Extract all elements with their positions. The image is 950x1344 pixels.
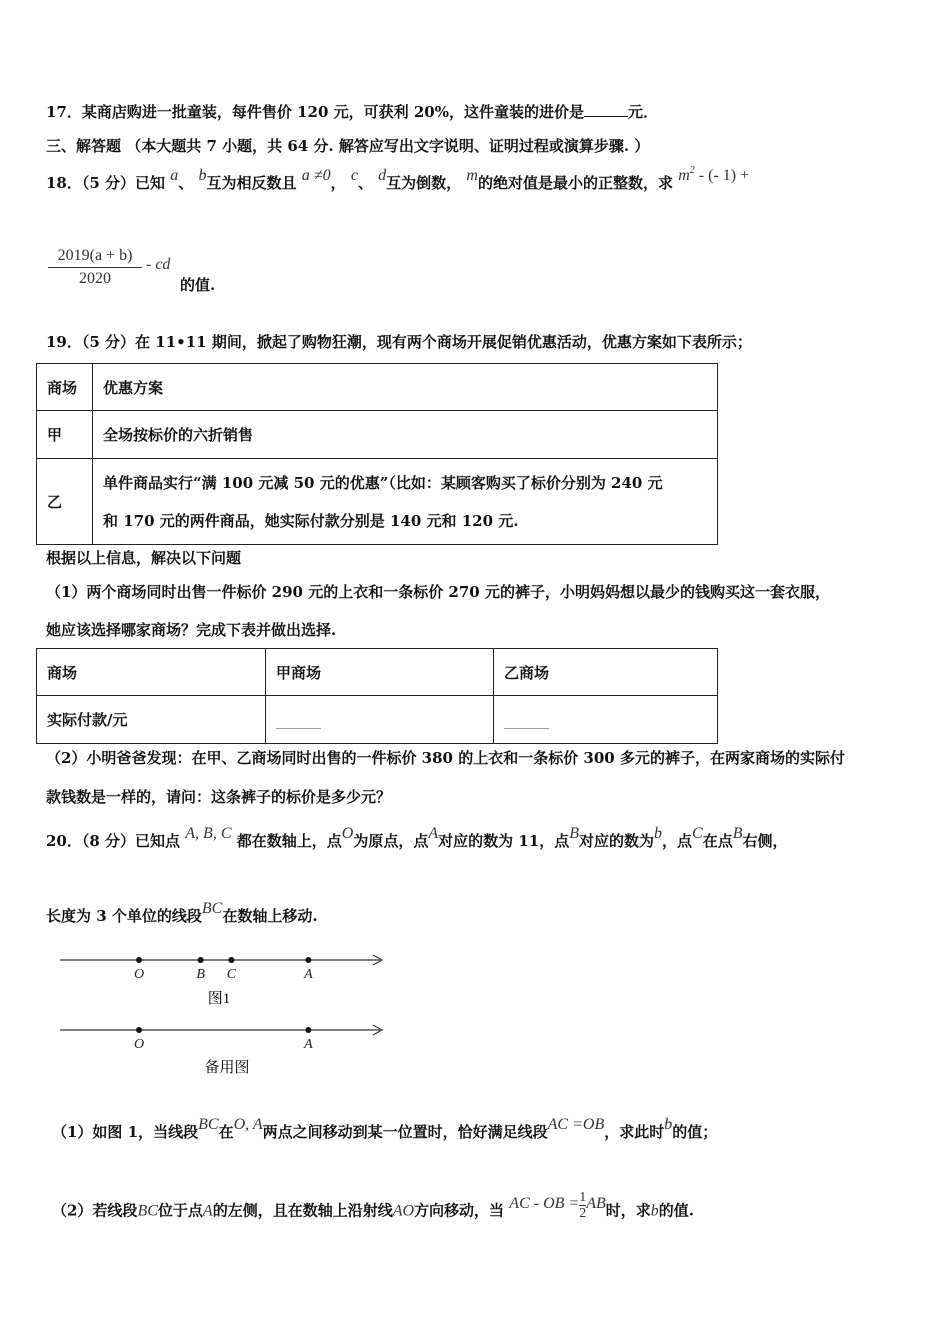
q20-part2 [52, 1190, 694, 1227]
payment-table [36, 648, 718, 744]
point-label-a: A [304, 1037, 313, 1052]
point-label-a: A [304, 967, 313, 982]
table-header-cell: 乙商场 [494, 649, 718, 696]
point-c: C [692, 825, 703, 842]
table-header-row [37, 364, 718, 411]
segment-bc: BC [198, 1116, 219, 1133]
var-m: m [678, 167, 690, 184]
q20-text: 方向移动，当 [414, 1201, 505, 1220]
equation-right: AB [586, 1194, 606, 1212]
fraction-denominator: 2020 [79, 270, 111, 287]
points-oa: O, A [233, 1116, 263, 1133]
point-label-o: O [133, 1037, 145, 1052]
q18-text: 的绝对值是最小的正整数，求 [477, 174, 673, 192]
fraction-2019 [48, 247, 142, 288]
q20-text: 右侧， [742, 832, 788, 850]
q18-expr2 [146, 256, 171, 283]
point-a: A [202, 1202, 213, 1220]
axis-points [134, 957, 313, 982]
answer-blank: ______ [494, 696, 718, 744]
table-cell-store: 乙 [37, 459, 93, 545]
table-header-cell: 甲商场 [266, 649, 494, 696]
q18-sep: 、 [178, 174, 194, 192]
point-marker-o [136, 1027, 142, 1033]
table-header-cell: 优惠方案 [93, 364, 718, 411]
point-marker-a [305, 957, 311, 963]
q18-sep: 、 [357, 174, 373, 192]
segment-bc: BC [137, 1202, 158, 1220]
q20-text: 在 [218, 1123, 234, 1141]
answer-blank: ______ [266, 696, 494, 744]
axis-points [134, 1027, 313, 1052]
q20-text: ，点 [662, 832, 693, 850]
segment-bc: BC [201, 900, 223, 917]
cond-a-nonzero: a ≠0 [301, 167, 331, 184]
var-d: d [378, 167, 387, 184]
fraction-denominator: 2 [579, 1206, 587, 1221]
point-b: B [569, 825, 579, 842]
q19-part2-line1: （2）小明爸爸发现：在甲、乙商场同时出售的一件标价 380 的上衣和一条标价 300 多元的裤子，在两家商场的实际付 [46, 749, 845, 767]
q20-line2 [46, 900, 318, 927]
q18-sep: ， [330, 174, 346, 192]
points-abc: A, B, C [185, 825, 232, 842]
point-o: O [341, 825, 354, 842]
q20-text: 为原点，点 [353, 832, 429, 850]
q20-part1 [52, 1116, 718, 1143]
q19-part2-line2: 款钱数是一样的，请问：这条裤子的标价是多少元？ [46, 788, 392, 806]
q20-text: 都在数轴上，点 [236, 832, 342, 850]
table-row-label: 实际付款/元 [37, 696, 266, 744]
expr-minus-cd: - cd [146, 256, 171, 273]
q18-lead: 18．（5 分）已知 [46, 174, 166, 192]
point-label-b: B [196, 967, 205, 982]
fraction-numerator: 1 [579, 1190, 587, 1205]
point-label-o: O [133, 967, 145, 982]
var-b: b [650, 1202, 659, 1220]
var-c: c [350, 167, 358, 184]
point-marker-o [136, 957, 142, 963]
question-19-intro: 19．（5 分）在 11•11 期间，掀起了购物狂潮，现有两个商场开展促销优惠活动，优惠方案如下表所示； [46, 333, 752, 351]
figure-caption: 备用图 [204, 1060, 250, 1076]
exponent: 2 [689, 165, 695, 176]
q20-text: （2）若线段 [52, 1201, 138, 1220]
q20-text: 的值. [658, 1201, 694, 1220]
q20-text: 的左侧，且在数轴上沿射线 [212, 1201, 393, 1220]
table-cell-plan [93, 459, 718, 545]
equation-ac-ob: AC =OB [547, 1116, 605, 1133]
q20-text: 位于点 [157, 1201, 203, 1220]
answer-blank [584, 102, 628, 117]
var-b: b [198, 167, 207, 184]
discount-table [36, 363, 718, 545]
q20-text: ，求此时 [604, 1123, 665, 1141]
table-cell-plan: 全场按标价的六折销售 [93, 411, 718, 459]
expr-m-squared [678, 167, 749, 184]
table-row [37, 696, 718, 744]
expr-tail: - (- 1) + [694, 167, 750, 184]
q19-part1-line2: 她应该选择哪家商场？完成下表并做出选择. [46, 621, 337, 639]
q19-part1-line1: （1）两个商场同时出售一件标价 290 元的上衣和一条标价 270 元的裤子，小明妈妈想以最少的钱购买这一套衣服， [46, 583, 830, 601]
q20-text: 两点之间移动到某一位置时，恰好满足线段 [262, 1123, 548, 1141]
fraction-numerator: 2019(a + b) [48, 247, 142, 268]
var-b: b [664, 1116, 673, 1133]
var-m: m [466, 167, 478, 184]
var-a: a [170, 167, 179, 184]
q18-text: 互为倒数， [386, 174, 462, 192]
table-header-row [37, 649, 718, 696]
table-header-cell: 商场 [37, 649, 266, 696]
point-marker-b [198, 957, 204, 963]
q20-text: 对应的数为 [579, 832, 655, 850]
q20-text: 对应的数为 11，点 [438, 832, 570, 850]
q20-text: 时，求 [605, 1201, 651, 1220]
q20-text: 在数轴上移动. [222, 907, 318, 925]
number-line-figure-2 [55, 1018, 390, 1082]
section-heading: 三、解答题 （本大题共 7 小题，共 64 分. 解答应写出文字说明、证明过程或演算步骤. ） [46, 137, 650, 155]
table-header-cell: 商场 [37, 364, 93, 411]
plan-line: 单件商品实行“满 100 元减 50 元的优惠”（比如：某顾客购买了标价分别为 240 元 [103, 473, 663, 492]
point-a: A [428, 825, 439, 842]
q20-text: 长度为 3 个单位的线段 [46, 907, 202, 925]
figure-caption: 图1 [207, 991, 231, 1007]
number-line-figure-1 [55, 948, 390, 1018]
q20-text: 在点 [702, 832, 733, 850]
equation-left: AC - OB = [509, 1194, 580, 1212]
table-row [37, 411, 718, 459]
point-b: B [732, 825, 743, 842]
point-marker-a [305, 1027, 311, 1033]
ray-ao: AO [392, 1202, 415, 1220]
table-row [37, 459, 718, 545]
plan-line: 和 170 元的两件商品，她实际付款分别是 140 元和 120 元. [103, 511, 519, 530]
q18-tail: 的值. [180, 276, 216, 294]
q20-lead: 20．（8 分）已知点 [46, 832, 181, 850]
point-marker-c [228, 957, 234, 963]
q20-text: （1）如图 1，当线段 [52, 1123, 199, 1141]
q17-text: 17．某商店购进一批童装，每件售价 120 元，可获利 20%，这件童装的进价是 [46, 103, 584, 121]
point-label-c: C [226, 967, 237, 982]
question-18 [46, 165, 750, 196]
q19-info: 根据以上信息，解决以下问题 [46, 549, 242, 567]
var-b: b [654, 825, 663, 842]
question-17 [46, 102, 658, 122]
table-cell-store: 甲 [37, 411, 93, 459]
q20-text: 的值； [672, 1123, 718, 1141]
question-20 [46, 825, 788, 852]
q17-tail: 元． [627, 103, 658, 121]
q18-text: 互为相反数且 [206, 174, 297, 192]
